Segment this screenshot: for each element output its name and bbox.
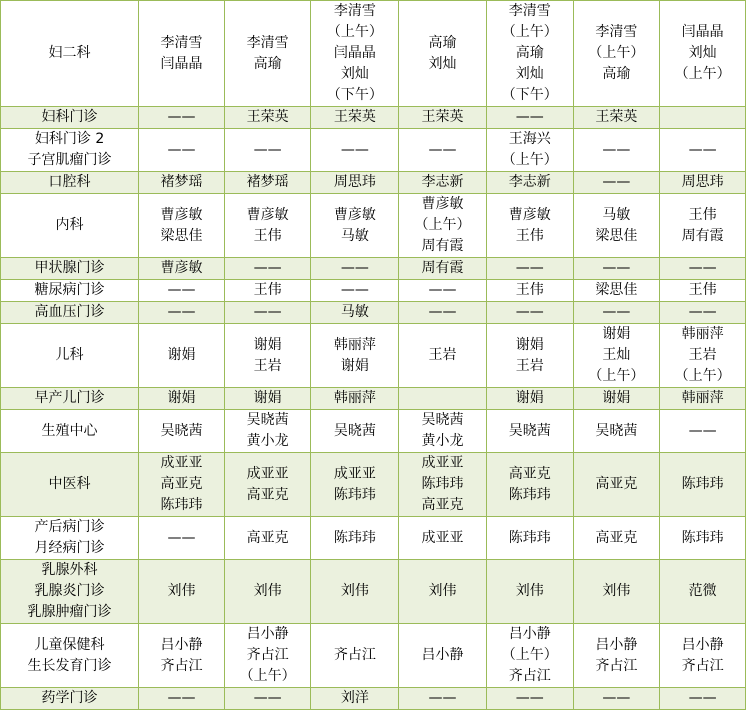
schedule-cell: 吕小静 齐占江 [573, 624, 660, 688]
schedule-cell: 韩丽萍 [660, 388, 746, 410]
schedule-cell: 王荣英 [224, 107, 311, 129]
schedule-cell: 陈玮玮 [486, 517, 573, 560]
schedule-cell [660, 107, 746, 129]
department-cell: 儿童保健科 生长发育门诊 [1, 624, 139, 688]
schedule-row [1, 194, 746, 258]
schedule-cell: 李清雪 （上午） 闫晶晶 刘灿 （下午） [311, 1, 399, 107]
schedule-cell: 成亚亚 高亚克 [224, 453, 311, 517]
schedule-cell: 梁思佳 [573, 280, 660, 302]
schedule-cell: —— [139, 107, 225, 129]
schedule-row [1, 280, 746, 302]
schedule-cell: 谢娟 [139, 388, 225, 410]
schedule-cell: —— [573, 129, 660, 172]
schedule-cell: —— [224, 302, 311, 324]
schedule-cell: —— [486, 688, 573, 710]
schedule-cell: 曹彦敏 王伟 [224, 194, 311, 258]
department-cell: 药学门诊 [1, 688, 139, 710]
department-cell: 妇二科 [1, 1, 139, 107]
schedule-cell: —— [139, 517, 225, 560]
schedule-cell: 高亚克 [573, 517, 660, 560]
schedule-cell: 吕小静 齐占江 [139, 624, 225, 688]
schedule-row [1, 560, 746, 624]
schedule-cell: 韩丽萍 谢娟 [311, 324, 399, 388]
schedule-cell: 吴晓茜 [486, 410, 573, 453]
schedule-cell: 成亚亚 高亚克 陈玮玮 [139, 453, 225, 517]
schedule-cell: 李清雪 （上午） 高瑜 刘灿 （下午） [486, 1, 573, 107]
schedule-row [1, 517, 746, 560]
schedule-cell: —— [660, 410, 746, 453]
schedule-cell: 吴晓茜 黄小龙 [224, 410, 311, 453]
schedule-cell: 马敏 [311, 302, 399, 324]
schedule-cell: 陈玮玮 [660, 453, 746, 517]
schedule-cell: 谢娟 王岩 [224, 324, 311, 388]
schedule-cell: 谢娟 王灿 （上午） [573, 324, 660, 388]
schedule-cell: 韩丽萍 王岩 （上午） [660, 324, 746, 388]
schedule-cell: 吴晓茜 [311, 410, 399, 453]
schedule-cell: 成亚亚 陈玮玮 [311, 453, 399, 517]
schedule-cell: 王荣英 [311, 107, 399, 129]
schedule-cell: —— [311, 280, 399, 302]
schedule-row [1, 258, 746, 280]
schedule-cell: 李志新 [399, 172, 487, 194]
department-cell: 内科 [1, 194, 139, 258]
schedule-cell: 谢娟 王岩 [486, 324, 573, 388]
schedule-cell: 谢娟 [139, 324, 225, 388]
schedule-cell: —— [660, 258, 746, 280]
schedule-cell: 王伟 [486, 280, 573, 302]
schedule-cell: 曹彦敏 王伟 [486, 194, 573, 258]
schedule-cell: 王荣英 [573, 107, 660, 129]
schedule-cell: 成亚亚 陈玮玮 高亚克 [399, 453, 487, 517]
department-cell: 糖尿病门诊 [1, 280, 139, 302]
schedule-cell: 吕小静 [399, 624, 487, 688]
department-cell: 产后病门诊 月经病门诊 [1, 517, 139, 560]
schedule-cell: 吴晓茜 黄小龙 [399, 410, 487, 453]
department-cell: 妇科门诊 [1, 107, 139, 129]
schedule-cell: 王荣英 [399, 107, 487, 129]
schedule-cell: 褚梦瑶 [139, 172, 225, 194]
schedule-cell: —— [399, 302, 487, 324]
schedule-cell: —— [311, 258, 399, 280]
schedule-row [1, 129, 746, 172]
schedule-cell: 刘伟 [224, 560, 311, 624]
header-row [1, 1, 746, 107]
schedule-cell: 谢娟 [224, 388, 311, 410]
schedule-row [1, 324, 746, 388]
department-cell: 高血压门诊 [1, 302, 139, 324]
schedule-cell: 王伟 [660, 280, 746, 302]
department-cell: 口腔科 [1, 172, 139, 194]
schedule-cell: 陈玮玮 [311, 517, 399, 560]
schedule-cell: 吴晓茜 [139, 410, 225, 453]
schedule-cell: 李清雪 闫晶晶 [139, 1, 225, 107]
department-cell: 甲状腺门诊 [1, 258, 139, 280]
department-cell: 生殖中心 [1, 410, 139, 453]
schedule-cell: 周思玮 [660, 172, 746, 194]
schedule-cell: 陈玮玮 [660, 517, 746, 560]
schedule-cell: —— [486, 258, 573, 280]
schedule-cell: 王岩 [399, 324, 487, 388]
schedule-cell: 吕小静 （上午） 齐占江 [486, 624, 573, 688]
schedule-cell: —— [224, 688, 311, 710]
schedule-cell: 高亚克 陈玮玮 [486, 453, 573, 517]
schedule-cell: —— [139, 302, 225, 324]
schedule-cell: 成亚亚 [399, 517, 487, 560]
schedule-cell: 谢娟 [573, 388, 660, 410]
schedule-cell: —— [139, 688, 225, 710]
schedule-cell: —— [573, 258, 660, 280]
schedule-cell: —— [139, 129, 225, 172]
schedule-cell: 王伟 [224, 280, 311, 302]
schedule-cell: 吕小静 齐占江 （上午） [224, 624, 311, 688]
schedule-row [1, 410, 746, 453]
schedule-cell: 吴晓茜 [573, 410, 660, 453]
schedule-cell: 刘伟 [311, 560, 399, 624]
schedule-row [1, 172, 746, 194]
schedule-cell: 高瑜 刘灿 [399, 1, 487, 107]
schedule-cell: 褚梦瑶 [224, 172, 311, 194]
schedule-cell: —— [486, 107, 573, 129]
department-cell: 中医科 [1, 453, 139, 517]
department-cell: 乳腺外科 乳腺炎门诊 乳腺肿瘤门诊 [1, 560, 139, 624]
schedule-cell: 谢娟 [486, 388, 573, 410]
schedule-cell: 吕小静 齐占江 [660, 624, 746, 688]
schedule-cell: 李志新 [486, 172, 573, 194]
schedule-cell: 刘洋 [311, 688, 399, 710]
schedule-cell: 李清雪 高瑜 [224, 1, 311, 107]
schedule-cell: 曹彦敏 马敏 [311, 194, 399, 258]
schedule-cell: 李清雪 （上午） 高瑜 [573, 1, 660, 107]
schedule-cell: 刘伟 [139, 560, 225, 624]
schedule-cell: 曹彦敏 （上午） 周有霞 [399, 194, 487, 258]
schedule-cell: —— [139, 280, 225, 302]
schedule-cell: 范微 [660, 560, 746, 624]
schedule-cell: —— [311, 129, 399, 172]
schedule-row [1, 388, 746, 410]
schedule-cell: —— [573, 688, 660, 710]
schedule-cell: 周思玮 [311, 172, 399, 194]
schedule-cell: —— [573, 172, 660, 194]
schedule-cell [399, 388, 487, 410]
schedule-row [1, 624, 746, 688]
schedule-cell: —— [660, 302, 746, 324]
schedule-cell: —— [399, 688, 487, 710]
schedule-cell: 刘伟 [486, 560, 573, 624]
schedule-cell: 马敏 梁思佳 [573, 194, 660, 258]
schedule-cell: 刘伟 [399, 560, 487, 624]
schedule-cell: —— [399, 280, 487, 302]
schedule-cell: —— [573, 302, 660, 324]
schedule-cell: —— [486, 302, 573, 324]
schedule-cell: 高亚克 [573, 453, 660, 517]
schedule-row [1, 688, 746, 710]
schedule-row [1, 453, 746, 517]
schedule-cell: 王伟 周有霞 [660, 194, 746, 258]
schedule-cell: 高亚克 [224, 517, 311, 560]
schedule-row [1, 107, 746, 129]
schedule-cell: —— [399, 129, 487, 172]
schedule-cell: 周有霞 [399, 258, 487, 280]
schedule-cell: —— [660, 129, 746, 172]
schedule-cell: 齐占江 [311, 624, 399, 688]
schedule-cell: 韩丽萍 [311, 388, 399, 410]
department-cell: 早产儿门诊 [1, 388, 139, 410]
schedule-cell: —— [224, 258, 311, 280]
schedule-cell: 曹彦敏 梁思佳 [139, 194, 225, 258]
schedule-body [1, 1, 746, 710]
schedule-cell: 闫晶晶 刘灿 （上午） [660, 1, 746, 107]
schedule-cell: 王海兴 （上午） [486, 129, 573, 172]
schedule-cell: 曹彦敏 [139, 258, 225, 280]
department-cell: 妇科门诊 2 子宫肌瘤门诊 [1, 129, 139, 172]
schedule-row [1, 302, 746, 324]
schedule-cell: —— [660, 688, 746, 710]
schedule-cell: 刘伟 [573, 560, 660, 624]
department-cell: 儿科 [1, 324, 139, 388]
schedule-cell: —— [224, 129, 311, 172]
